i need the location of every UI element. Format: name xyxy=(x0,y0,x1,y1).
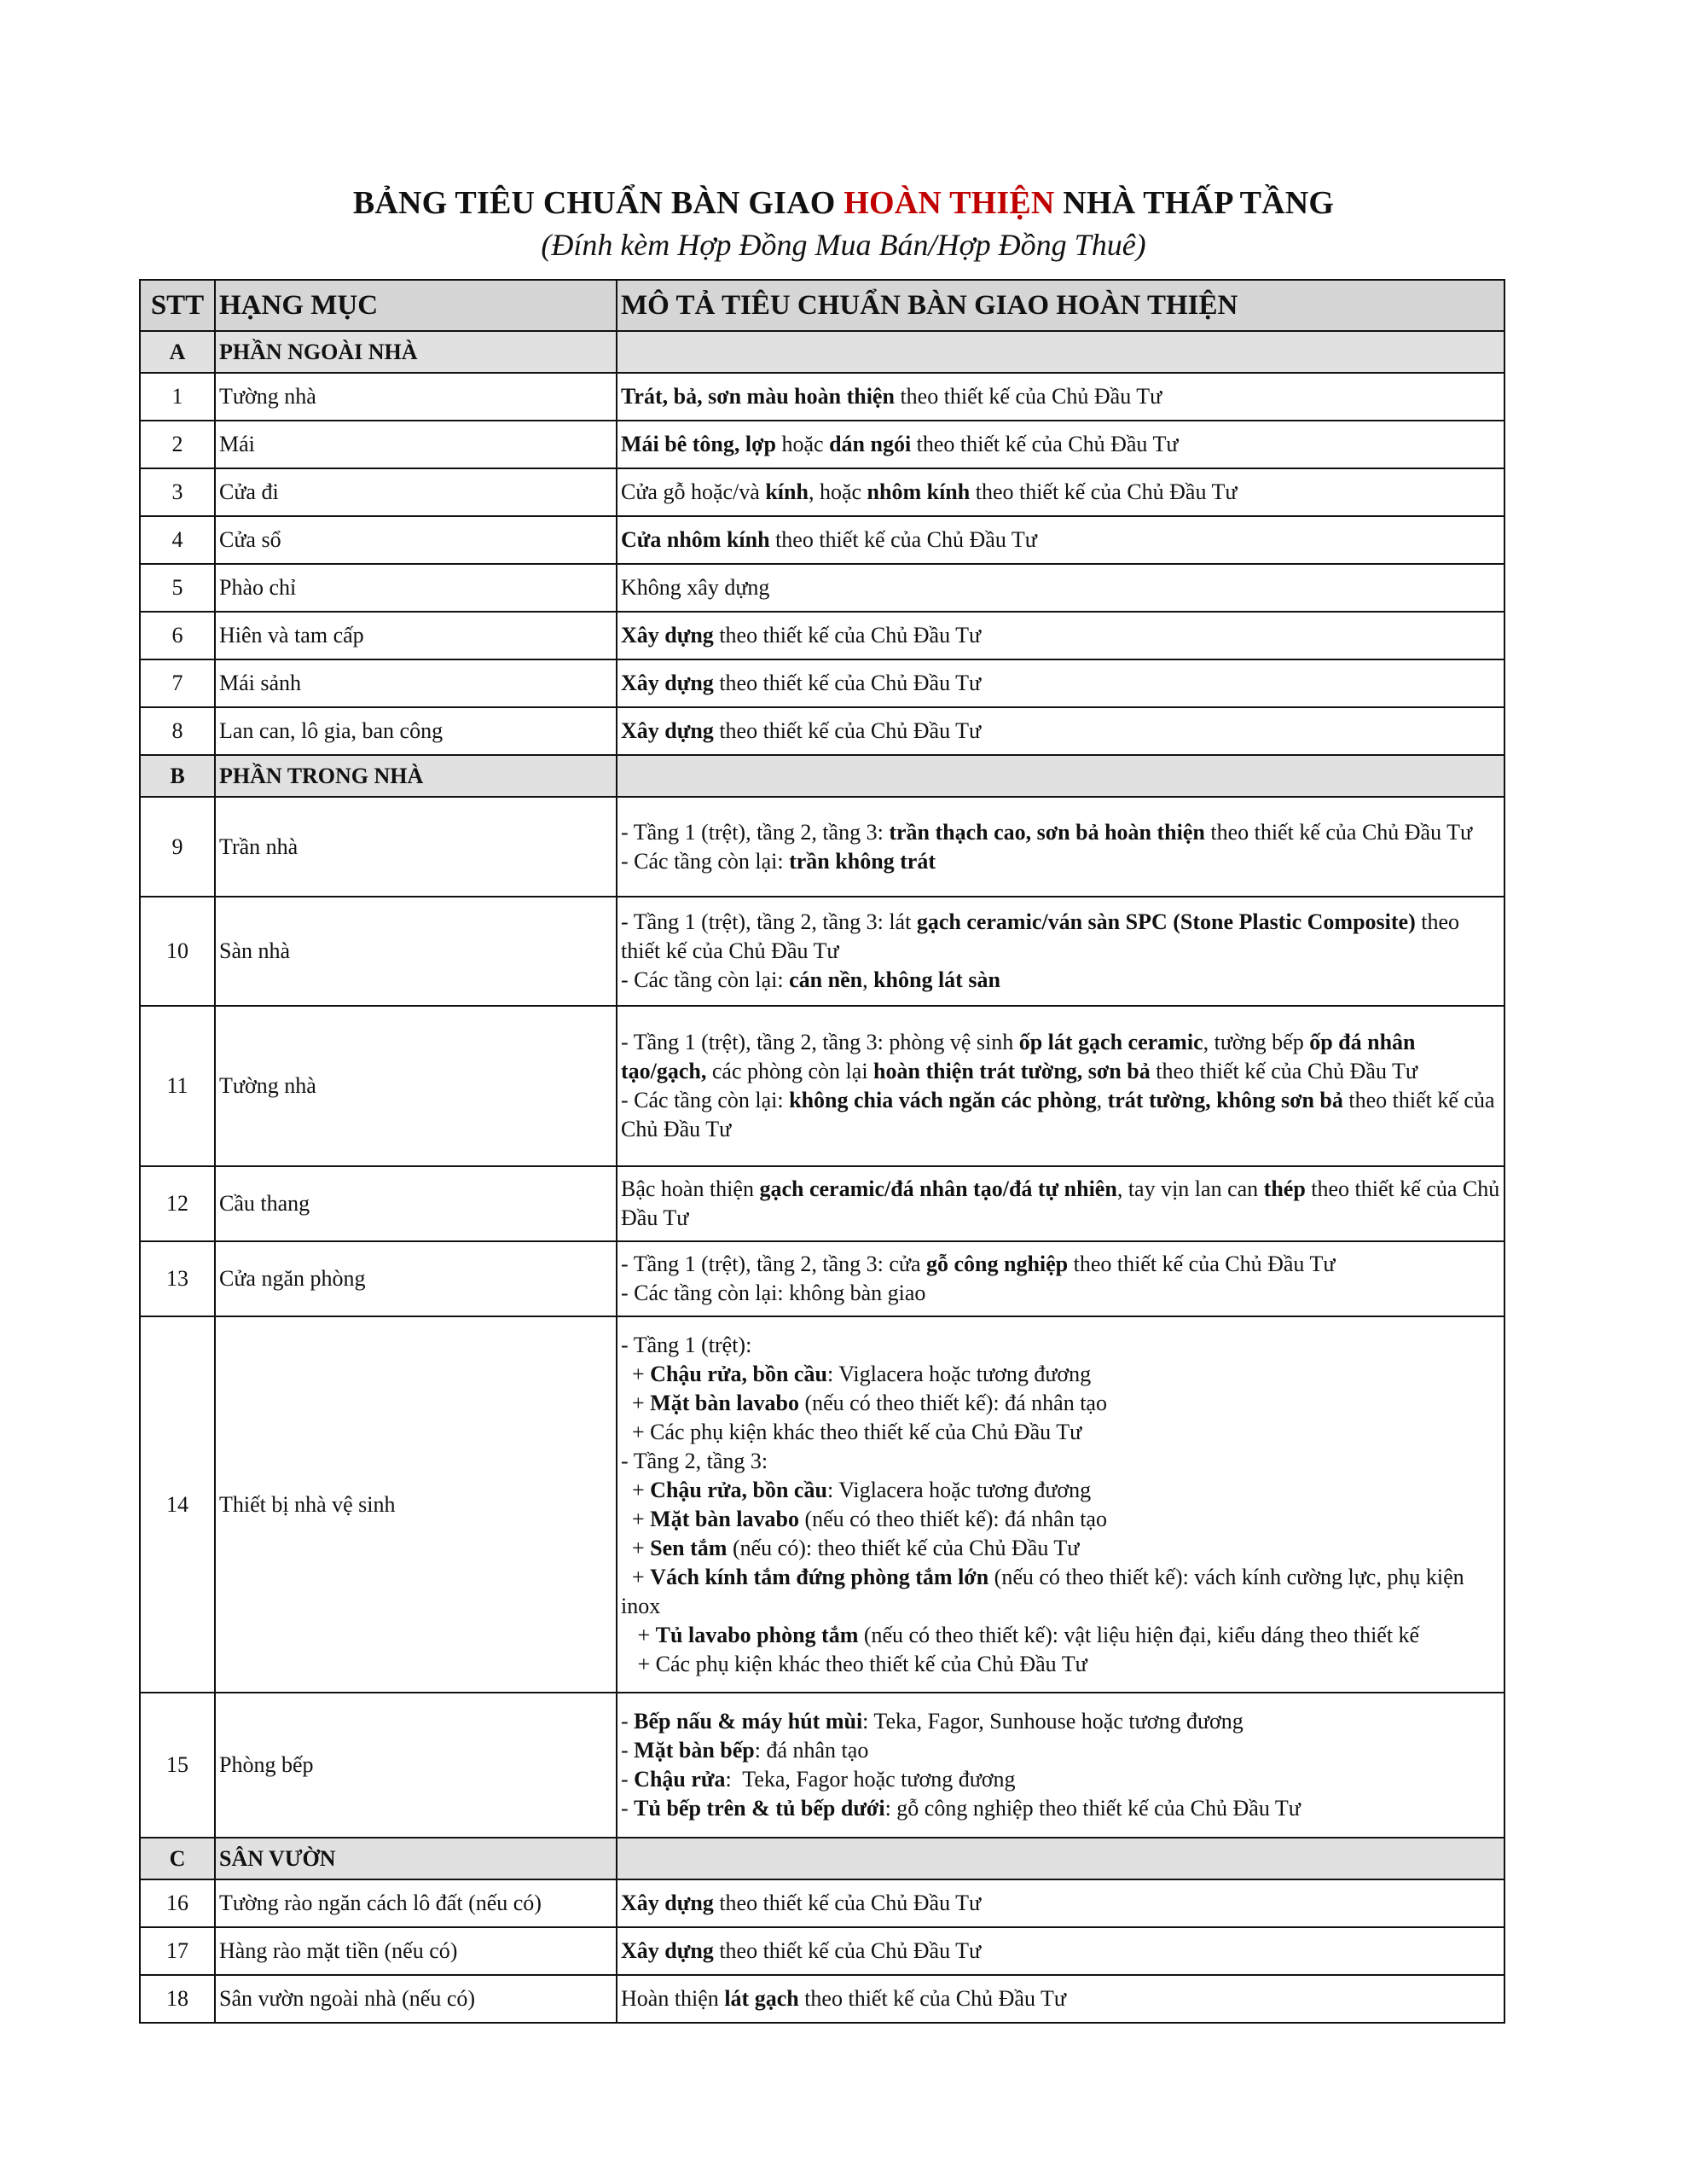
description-text: , tường bếp xyxy=(1203,1030,1310,1054)
section-title: PHẦN TRONG NHÀ xyxy=(215,755,617,797)
description-bold-text: gạch ceramic/ván sàn SPC (Stone Plastic Composite) xyxy=(916,909,1416,934)
description-text: , xyxy=(862,967,874,992)
description-bold-text: Mặt bàn lavabo xyxy=(650,1390,799,1415)
description-bold-text: Sen tắm xyxy=(650,1535,728,1560)
row-item: Hiên và tam cấp xyxy=(215,612,617,659)
description-text: theo thiết kế của Chủ Đầu Tư xyxy=(894,384,1162,409)
row-item: Cửa ngăn phòng xyxy=(215,1241,617,1316)
table-row xyxy=(140,797,1504,897)
row-number: 14 xyxy=(140,1316,215,1693)
row-item: Mái xyxy=(215,421,617,468)
row-description xyxy=(617,659,1504,707)
row-item: Hàng rào mặt tiền (nếu có) xyxy=(215,1927,617,1975)
description-text: theo thiết kế của Chủ Đầu Tư xyxy=(970,479,1238,504)
description-text: + xyxy=(621,1622,656,1647)
description-bold-text: trát tường, không sơn bả xyxy=(1107,1088,1343,1112)
row-description xyxy=(617,1166,1504,1241)
description-text: - Các tầng còn lại: xyxy=(621,848,790,874)
description-text: : gỗ công nghiệp theo thiết kế của Chủ Đầu Tư xyxy=(884,1796,1301,1821)
description-text: - xyxy=(621,1709,635,1734)
row-number: 6 xyxy=(140,612,215,659)
description-line xyxy=(621,478,1500,507)
description-text: : Viglacera hoặc tương đương xyxy=(826,1477,1092,1502)
description-bold-text: Mặt bàn bếp xyxy=(634,1738,755,1763)
row-description xyxy=(617,1927,1504,1975)
row-description xyxy=(617,612,1504,659)
row-description xyxy=(617,373,1504,421)
row-number: 17 xyxy=(140,1927,215,1975)
row-item: Cửa đi xyxy=(215,468,617,516)
description-text: Cửa gỗ hoặc/và xyxy=(621,479,766,504)
description-text: + xyxy=(621,1361,651,1386)
description-line xyxy=(621,1534,1500,1563)
header-description: MÔ TẢ TIÊU CHUẨN BÀN GIAO HOÀN THIỆN xyxy=(617,280,1504,331)
description-bold-text: gạch ceramic/đá nhân tạo/đá tự nhiên xyxy=(759,1176,1117,1201)
description-text: : Viglacera hoặc tương đương xyxy=(826,1361,1092,1386)
description-bold-text: Chậu rửa, bồn cầu xyxy=(650,1477,827,1502)
section-empty-cell xyxy=(617,1838,1504,1879)
description-text: hoặc xyxy=(775,432,830,456)
description-text: - Tầng 1 (trệt), tầng 2, tầng 3: phòng vệ sinh xyxy=(621,1030,1019,1054)
description-bold-text: Bếp nấu & máy hút mùi xyxy=(634,1709,863,1734)
row-number: 7 xyxy=(140,659,215,707)
description-line xyxy=(621,717,1500,746)
description-text: , hoặc xyxy=(808,479,867,504)
description-text: theo thiết kế của Chủ Đầu Tư xyxy=(713,671,982,695)
description-line xyxy=(621,1765,1500,1794)
row-description xyxy=(617,897,1504,1006)
table-row xyxy=(140,1927,1504,1975)
row-description xyxy=(617,1879,1504,1927)
description-text: (nếu có theo thiết kế): đá nhân tạo xyxy=(798,1390,1107,1415)
document-title xyxy=(0,184,1687,222)
row-item: Phòng bếp xyxy=(215,1693,617,1838)
row-description xyxy=(617,707,1504,755)
description-text: : Teka, Fagor hoặc tương đương xyxy=(725,1767,1016,1792)
row-description xyxy=(617,421,1504,468)
description-bold-text: cán nền xyxy=(789,967,863,992)
description-text: + xyxy=(621,1390,651,1415)
row-description xyxy=(617,564,1504,612)
description-text: - Các tầng còn lại: xyxy=(621,1088,790,1112)
section-code: A xyxy=(140,331,215,373)
row-item: Lan can, lô gia, ban công xyxy=(215,707,617,755)
description-text: theo thiết kế của Chủ Đầu Tư xyxy=(798,1986,1066,2011)
description-line xyxy=(621,1937,1500,1966)
table-row xyxy=(140,897,1504,1006)
description-line xyxy=(621,1331,1500,1360)
row-number: 1 xyxy=(140,373,215,421)
description-line xyxy=(621,1086,1500,1144)
description-text: (nếu có theo thiết kế): đá nhân tạo xyxy=(798,1506,1107,1531)
description-line xyxy=(621,1360,1500,1389)
table-row xyxy=(140,468,1504,516)
description-line xyxy=(621,1175,1505,1233)
description-line xyxy=(621,526,1500,555)
description-bold-text: lát gạch xyxy=(724,1986,799,2011)
description-line xyxy=(621,847,1500,876)
description-text: theo thiết kế của Chủ Đầu Tư xyxy=(621,1176,1505,1230)
row-number: 11 xyxy=(140,1006,215,1166)
description-bold-text: Xây dựng xyxy=(621,623,714,648)
description-bold-text: dán ngói xyxy=(829,432,912,456)
table-row xyxy=(140,1166,1504,1241)
table-row xyxy=(140,1693,1504,1838)
table-row xyxy=(140,1316,1504,1693)
description-text: theo thiết kế của Chủ Đầu Tư xyxy=(713,718,982,743)
title-part-1: BẢNG TIÊU CHUẨN BÀN GIAO xyxy=(352,185,844,221)
description-line xyxy=(621,1984,1500,2013)
description-text: , tay vịn lan can xyxy=(1116,1176,1264,1201)
description-bold-text: Chậu rửa, bồn cầu xyxy=(650,1361,827,1386)
row-description xyxy=(617,797,1504,897)
description-text: - xyxy=(621,1738,635,1763)
table-row xyxy=(140,1241,1504,1316)
description-line xyxy=(621,1707,1500,1736)
description-text: theo thiết kế của Chủ Đầu Tư xyxy=(621,1088,1500,1141)
description-text: - Tầng 1 (trệt), tầng 2, tầng 3: lát xyxy=(621,909,917,934)
description-text: : Teka, Fagor, Sunhouse hoặc tương đương xyxy=(862,1709,1244,1734)
description-line xyxy=(621,1621,1500,1650)
section-row-b xyxy=(140,755,1504,797)
table-row xyxy=(140,1975,1504,2023)
description-bold-text: Tủ lavabo phòng tắm xyxy=(655,1622,859,1647)
description-text: theo thiết kế của Chủ Đầu Tư xyxy=(1150,1059,1417,1083)
description-text: theo thiết kế của Chủ Đầu Tư xyxy=(713,1938,982,1963)
description-text: Bậc hoàn thiện xyxy=(621,1176,760,1201)
row-item: Sàn nhà xyxy=(215,897,617,1006)
description-bold-text: kính xyxy=(765,479,809,504)
row-number: 5 xyxy=(140,564,215,612)
description-text: + xyxy=(621,1564,651,1589)
description-line xyxy=(621,1389,1500,1418)
description-line xyxy=(621,1250,1500,1279)
row-number: 18 xyxy=(140,1975,215,2023)
row-description xyxy=(617,468,1504,516)
row-description xyxy=(617,1241,1504,1316)
description-text: theo thiết kế của Chủ Đầu Tư xyxy=(713,1891,982,1915)
row-item: Mái sảnh xyxy=(215,659,617,707)
document-subtitle: (Đính kèm Hợp Đồng Mua Bán/Hợp Đồng Thuê) xyxy=(541,228,1146,262)
description-line xyxy=(621,621,1500,650)
description-text: theo thiết kế của Chủ Đầu Tư xyxy=(621,909,1465,963)
table-row xyxy=(140,373,1504,421)
row-description xyxy=(617,1693,1504,1838)
table-header-row xyxy=(140,280,1504,331)
description-text: Không xây dựng xyxy=(621,575,770,600)
description-bold-text: Tủ bếp trên & tủ bếp dưới xyxy=(634,1796,885,1821)
row-item: Tường nhà xyxy=(215,1006,617,1166)
row-description xyxy=(617,516,1504,564)
row-number: 9 xyxy=(140,797,215,897)
row-item: Cửa sổ xyxy=(215,516,617,564)
row-description xyxy=(617,1975,1504,2023)
description-line xyxy=(621,1563,1500,1621)
description-text: - Tầng 1 (trệt), tầng 2, tầng 3: cửa xyxy=(621,1252,926,1276)
table-row xyxy=(140,612,1504,659)
description-text: + xyxy=(621,1506,651,1531)
description-bold-text: Vách kính tắm đứng phòng tắm lớn xyxy=(650,1564,989,1589)
description-line xyxy=(621,1447,1500,1476)
section-row-c xyxy=(140,1838,1504,1879)
row-number: 2 xyxy=(140,421,215,468)
row-item: Trần nhà xyxy=(215,797,617,897)
description-bold-text: gỗ công nghiệp xyxy=(926,1252,1069,1276)
description-text: các phòng còn lại xyxy=(706,1059,874,1083)
description-bold-text: Trát, bả, sơn màu hoàn thiện xyxy=(621,384,895,409)
description-line xyxy=(621,908,1500,966)
description-bold-text: Xây dựng xyxy=(621,1938,714,1963)
description-text: Hoàn thiện xyxy=(621,1986,725,2011)
row-number: 4 xyxy=(140,516,215,564)
description-bold-text: ốp lát gạch ceramic xyxy=(1018,1030,1203,1054)
title-part-2: NHÀ THẤP TẦNG xyxy=(1054,185,1335,221)
description-bold-text: ốp đá nhân tạo/gạch, xyxy=(621,1030,1422,1083)
description-line xyxy=(621,1794,1500,1823)
table-row xyxy=(140,707,1504,755)
description-bold-text: không lát sàn xyxy=(873,967,1000,992)
section-title: SÂN VƯỜN xyxy=(215,1838,617,1879)
description-bold-text: Cửa nhôm kính xyxy=(621,527,770,552)
description-line xyxy=(621,669,1500,698)
description-text: + xyxy=(621,1535,651,1560)
row-item: Sân vườn ngoài nhà (nếu có) xyxy=(215,1975,617,2023)
row-description xyxy=(617,1316,1504,1693)
title-highlight: HOÀN THIỆN xyxy=(844,185,1055,221)
description-bold-text: Mái bê tông, lợp xyxy=(621,432,776,456)
description-line xyxy=(621,430,1500,459)
description-text: + Các phụ kiện khác theo thiết kế của Chủ Đầu Tư xyxy=(621,1419,1082,1444)
description-bold-text: Mặt bàn lavabo xyxy=(650,1506,799,1531)
description-line xyxy=(621,573,1500,602)
description-bold-text: thép xyxy=(1263,1176,1306,1201)
row-number: 10 xyxy=(140,897,215,1006)
description-text: - Các tầng còn lại: xyxy=(621,967,790,992)
description-text: theo thiết kế của Chủ Đầu Tư xyxy=(1204,819,1473,845)
description-bold-text: trần thạch cao, sơn bả hoàn thiện xyxy=(889,819,1205,845)
row-item: Phào chỉ xyxy=(215,564,617,612)
section-row-a xyxy=(140,331,1504,373)
row-number: 3 xyxy=(140,468,215,516)
row-item: Cầu thang xyxy=(215,1166,617,1241)
row-number: 12 xyxy=(140,1166,215,1241)
section-code: C xyxy=(140,1838,215,1879)
table-row xyxy=(140,1879,1504,1927)
row-item: Tường rào ngăn cách lô đất (nếu có) xyxy=(215,1879,617,1927)
section-code: B xyxy=(140,755,215,797)
table-row xyxy=(140,421,1504,468)
row-number: 16 xyxy=(140,1879,215,1927)
description-bold-text: Chậu rửa xyxy=(634,1767,726,1792)
header-item: HẠNG MỤC xyxy=(215,280,617,331)
description-line xyxy=(621,1279,1500,1308)
description-line xyxy=(621,1418,1500,1447)
description-text: - Tầng 2, tầng 3: xyxy=(621,1448,768,1473)
row-description xyxy=(617,1006,1504,1166)
description-text: , xyxy=(1096,1088,1108,1112)
description-text: - Các tầng còn lại: không bàn giao xyxy=(621,1281,926,1305)
description-text: - Tầng 1 (trệt), tầng 2, tầng 3: xyxy=(621,819,890,845)
description-bold-text: Xây dựng xyxy=(621,1891,714,1915)
row-number: 8 xyxy=(140,707,215,755)
description-line xyxy=(621,818,1500,847)
description-line xyxy=(621,1476,1500,1505)
description-line xyxy=(621,966,1500,995)
description-text: theo thiết kế của Chủ Đầu Tư xyxy=(1068,1252,1336,1276)
description-bold-text: nhôm kính xyxy=(867,479,971,504)
description-text: (nếu có theo thiết kế): vật liệu hiện đại, kiểu dáng theo thiết kế xyxy=(858,1622,1420,1647)
description-text: + Các phụ kiện khác theo thiết kế của Chủ Đầu Tư xyxy=(621,1651,1087,1676)
description-line xyxy=(621,382,1500,411)
description-bold-text: Xây dựng xyxy=(621,671,714,695)
description-text: (nếu có theo thiết kế): vách kính cường lực, phụ kiện inox xyxy=(621,1564,1470,1618)
description-line xyxy=(621,1028,1500,1086)
description-text: theo thiết kế của Chủ Đầu Tư xyxy=(911,432,1179,456)
table-row xyxy=(140,1006,1504,1166)
description-bold-text: trần không trát xyxy=(789,848,936,874)
table-row xyxy=(140,659,1504,707)
section-title: PHẦN NGOÀI NHÀ xyxy=(215,331,617,373)
section-empty-cell xyxy=(617,331,1504,373)
description-bold-text: hoàn thiện trát tường, sơn bả xyxy=(873,1059,1151,1083)
table-row xyxy=(140,516,1504,564)
description-text: - xyxy=(621,1796,635,1821)
table-row xyxy=(140,564,1504,612)
section-empty-cell xyxy=(617,755,1504,797)
description-text: theo thiết kế của Chủ Đầu Tư xyxy=(769,527,1037,552)
description-text: (nếu có): theo thiết kế của Chủ Đầu Tư xyxy=(727,1535,1080,1560)
row-number: 13 xyxy=(140,1241,215,1316)
description-bold-text: Xây dựng xyxy=(621,718,714,743)
row-item: Thiết bị nhà vệ sinh xyxy=(215,1316,617,1693)
description-text: theo thiết kế của Chủ Đầu Tư xyxy=(713,623,982,648)
description-line xyxy=(621,1736,1500,1765)
description-bold-text: không chia vách ngăn các phòng xyxy=(789,1088,1097,1112)
description-line xyxy=(621,1650,1500,1679)
row-item: Tường nhà xyxy=(215,373,617,421)
description-text: + xyxy=(621,1477,651,1502)
description-text: - Tầng 1 (trệt): xyxy=(621,1332,752,1357)
description-line xyxy=(621,1505,1500,1534)
description-text: : đá nhân tạo xyxy=(754,1738,869,1763)
handover-standards-table xyxy=(139,279,1505,2024)
description-text: - xyxy=(621,1767,635,1792)
row-number: 15 xyxy=(140,1693,215,1838)
description-line xyxy=(621,1889,1500,1918)
header-stt: STT xyxy=(140,280,215,331)
